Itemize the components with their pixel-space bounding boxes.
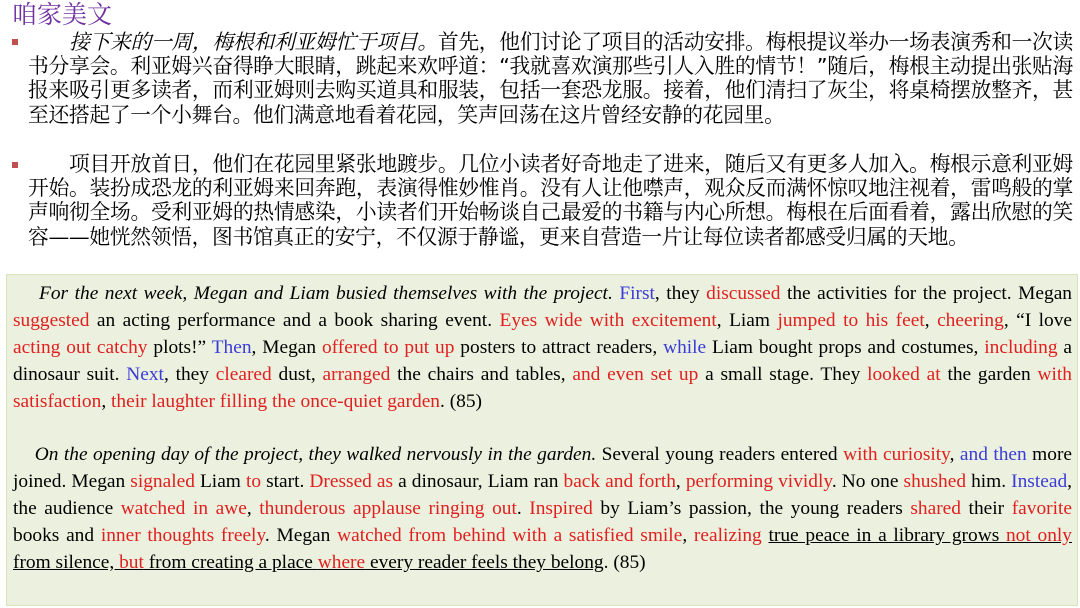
phrase-highlight: inner thoughts freely <box>100 525 265 546</box>
phrase-highlight: not only <box>1005 525 1072 546</box>
indent <box>13 444 35 465</box>
text-span: their <box>960 498 1012 519</box>
text-span: the chairs and tables, <box>390 364 573 385</box>
phrase-highlight: jumped to his feet <box>777 310 925 331</box>
phrase-highlight: Eyes wide with excitement <box>499 310 717 331</box>
topic-sentence: On the opening day of the project, they walked nervously in the garden. <box>34 444 597 465</box>
english-paragraph-2 <box>13 441 1072 576</box>
text-span: books and <box>13 525 101 546</box>
phrase-highlight: back and forth <box>563 471 676 492</box>
bullet-marker <box>12 39 18 45</box>
indent <box>28 30 69 54</box>
connector-highlight: Instead <box>1011 471 1068 492</box>
phrase-highlight: with satisfaction <box>13 364 1072 412</box>
bullet-marker <box>12 162 18 168</box>
connector-highlight: Then <box>211 337 252 358</box>
phrase-highlight: watched in awe <box>120 498 247 519</box>
phrase-highlight: Inspired <box>529 498 593 519</box>
text-span: . <box>516 498 530 519</box>
text-span: , <box>101 391 112 412</box>
connector-highlight: while <box>663 337 707 358</box>
phrase-highlight: but <box>119 552 144 573</box>
phrase-highlight: shared <box>910 498 961 519</box>
paragraph-text: 首先，他们讨论了项目的活动安排。梅根提议举办一场表演秀和一次读书分享会。利亚姆兴奋得睁大眼睛，跳起来欢呼道：“我就喜欢演那些引人入胜的情节！”随后，梅根主动提出张贴海报来吸引更多读者，而利亚姆则去购买道具和服装，包括一套恐龙服。接着，他们清扫了灰尘，将桌椅摆放整齐，甚至还搭起了一个小舞台。他们满意地看着花园，笑声回荡在这片曾经安静的花园里。 <box>28 30 1073 127</box>
text-span: the garden <box>940 364 1038 385</box>
text-span: , they <box>163 364 216 385</box>
phrase-highlight: their laughter filling the once-quiet garden <box>111 391 440 412</box>
text-span: more joined. Megan <box>13 444 1073 492</box>
text-span: a dinosaur, Liam ran <box>393 471 564 492</box>
topic-sentence: 接下来的一周，梅根和利亚姆忙于项目。 <box>68 30 438 54</box>
text-span: plots!” <box>147 337 212 358</box>
text-span: Liam <box>194 471 246 492</box>
text-span: , Liam <box>716 310 778 331</box>
text-span: , the audience <box>13 471 1073 519</box>
chinese-paragraph-2 <box>28 152 1073 249</box>
word-count: . (85) <box>603 552 646 573</box>
phrase-highlight: and even set up <box>572 364 699 385</box>
phrase-highlight: shushed <box>903 471 967 492</box>
text-span: by Liam’s passion, the young readers <box>592 498 911 519</box>
text-span: the activities for the project. Megan <box>780 283 1072 304</box>
phrase-highlight: discussed <box>706 283 781 304</box>
phrase-highlight: signaled <box>130 471 195 492</box>
phrase-highlight: looked at <box>867 364 941 385</box>
phrase-highlight: performing vividly <box>685 471 832 492</box>
text-span: true peace in a library grows <box>768 525 1006 546</box>
phrase-highlight: to <box>245 471 262 492</box>
text-span: , <box>246 498 260 519</box>
phrase-highlight: cleared <box>215 364 272 385</box>
text-span: dust, <box>271 364 323 385</box>
phrase-highlight: with curiosity <box>843 444 950 465</box>
text-span: , Megan <box>251 337 322 358</box>
text-span: every reader feels they belong <box>365 552 604 573</box>
text-span: , <box>675 471 686 492</box>
text-span: start. <box>261 471 310 492</box>
topic-sentence: For the next week, Megan and Liam busied themselves with the project. <box>39 283 613 304</box>
text-span: a dinosaur suit. <box>13 337 1072 385</box>
phrase-highlight: cheering <box>937 310 1004 331</box>
phrase-highlight: offered to put up <box>321 337 455 358</box>
phrase-highlight: including <box>984 337 1058 358</box>
text-span: from silence, <box>13 552 120 573</box>
text-span: an acting performance and a book sharing event. <box>89 310 500 331</box>
page-title: 咱家美文 <box>12 0 113 29</box>
word-count: . (85) <box>440 391 483 412</box>
connector-highlight: and then <box>959 444 1027 465</box>
text-span: Several young readers entered <box>596 444 844 465</box>
phrase-highlight: acting out catchy <box>13 337 148 358</box>
phrase-highlight: favorite <box>1011 498 1072 519</box>
english-paragraph-1 <box>13 280 1072 415</box>
text-span: . Megan <box>264 525 338 546</box>
phrase-highlight: watched from behind with a satisfied smile <box>337 525 683 546</box>
text-span: him. <box>966 471 1012 492</box>
phrase-highlight: realizing <box>693 525 762 546</box>
text-span: , <box>949 444 960 465</box>
phrase-highlight: suggested <box>13 310 90 331</box>
text-span: Liam bought props and costumes, <box>706 337 985 358</box>
indent <box>13 283 39 304</box>
text-span: . No one <box>831 471 904 492</box>
phrase-highlight: Dressed as <box>309 471 394 492</box>
chinese-paragraph-1 <box>28 30 1073 127</box>
text-span: , <box>924 310 938 331</box>
text-span <box>762 525 769 546</box>
connector-highlight: Next <box>126 364 164 385</box>
text-span: , <box>682 525 694 546</box>
phrase-highlight: arranged <box>322 364 391 385</box>
paragraph-text: 项目开放首日，他们在花园里紧张地踱步。几位小读者好奇地走了进来，随后又有更多人加入。梅根示意利亚姆开始。装扮成恐龙的利亚姆来回奔跑，表演得惟妙惟肖。没有人让他噤声，观众反而满怀惊叹地注视着，雷鸣般的掌声响彻全场。受利亚姆的热情感染，小读者们开始畅谈自己最爱的书籍与内心所想。梅根在后面看着，露出欣慰的笑容——她恍然领悟，图书馆真正的安宁，不仅源于静谧，更来自营造一片让每位读者都感受归属的天地。 <box>28 152 1073 249</box>
text-span: , they <box>654 283 707 304</box>
text-span: , “I love <box>1003 310 1073 331</box>
text-span: posters to attract readers, <box>454 337 664 358</box>
text-span: from creating a place <box>143 552 318 573</box>
text-span: a small stage. They <box>698 364 868 385</box>
phrase-highlight: where <box>317 552 366 573</box>
connector-highlight: First <box>619 283 655 304</box>
phrase-highlight: thunderous applause ringing out <box>259 498 517 519</box>
